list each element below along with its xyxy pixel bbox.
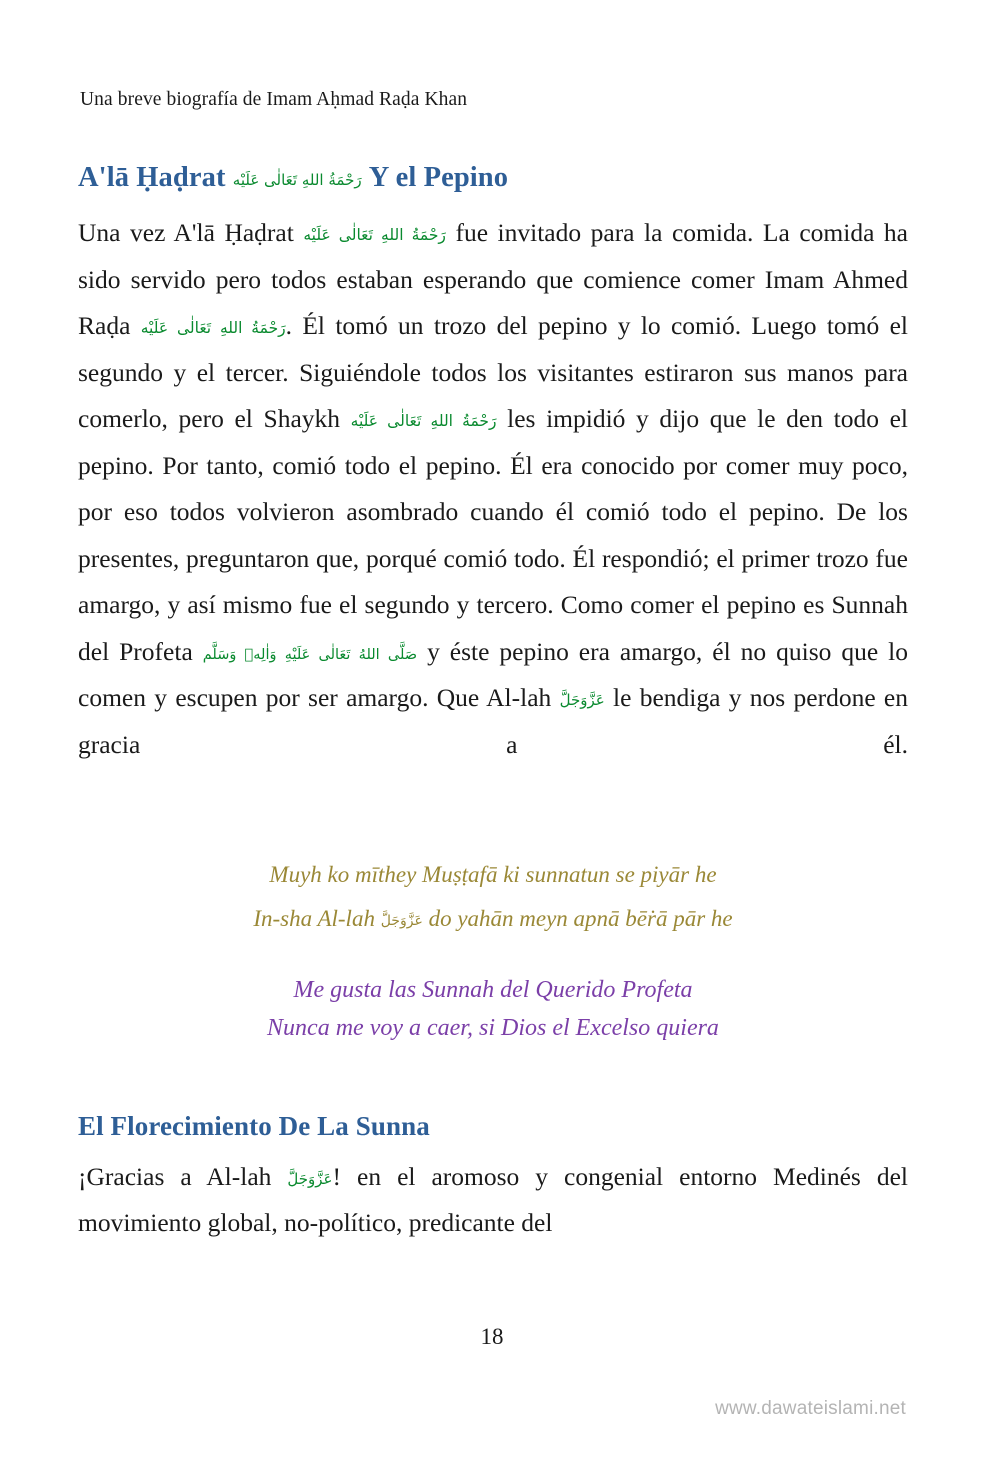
spacer — [78, 941, 908, 971]
paragraph-text-5: y éste pepino era amargo, él no quiso que lo comen y escupen por ser amargo. Que Al-lah — [78, 636, 908, 713]
paragraph-text-3: . Él tomó un trozo del pepino y lo comió. Luego tomó el segundo y el tercer. Siguiéndole todos los visitantes estiraron sus manos para comerlo, pero el Shaykh — [78, 311, 908, 434]
page-content — [78, 160, 908, 1247]
section-heading-florecimiento: El Florecimiento De La Sunna — [78, 1110, 430, 1141]
couplet-translation-line-2: Nunca me voy a caer, si Dios el Excelso quiera — [267, 1014, 719, 1041]
spacer — [78, 1047, 908, 1109]
honorific-azzawajall-icon: عَزَّوَجَلَّ — [380, 912, 423, 929]
spacer — [78, 815, 908, 853]
running-header: Una breve biografía de Imam Aḥmad Raḍa Khan — [80, 89, 468, 110]
honorific-rahmatullah-icon: رَحْمَةُ اللهِ تَعَالٰی عَلَيْه — [232, 171, 362, 189]
couplet-transliteration — [78, 853, 908, 941]
paragraph2-text-2: ! en el aromoso y congenial entorno Medinés del movimiento global, no-político, predicante del — [78, 1161, 908, 1238]
body-paragraph-florecimiento — [78, 1154, 908, 1247]
honorific-rahmatullah-icon: رَحْمَةُ اللهِ تَعَالٰی عَلَيْه — [303, 226, 446, 245]
honorific-sallallahu-icon: صَلَّى اللهُ تَعَالٰى عَلَيْهِ وَاٰلِهٖ وَسَلَّم — [202, 646, 418, 663]
honorific-azzawajall-icon: عَزَّوَجَلَّ — [287, 1169, 333, 1188]
couplet-transliteration-line-2 — [78, 897, 908, 941]
heading-text-after: Y el Pepino — [361, 162, 509, 193]
paragraph-text-1: Una vez A'lā Ḥaḍrat — [78, 218, 304, 248]
heading-text-before: A'lā Ḥaḍrat — [78, 162, 233, 193]
body-paragraph-pepino — [78, 210, 908, 815]
paragraph-text-6: le bendiga y nos perdone en gracia a él. — [78, 683, 909, 759]
site-watermark: www.dawateislami.net — [715, 1398, 906, 1419]
paragraph-text-2: fue invitado para la comida. La comida ha sido servido pero todos estaban esperando que comience comer Imam Ahmed Raḍa — [78, 218, 908, 341]
couplet-line2-before: In-sha Al-lah — [253, 905, 381, 931]
honorific-azzawajall-icon: عَزَّوَجَلَّ — [559, 691, 605, 710]
couplet-transliteration-line-1: Muyh ko mīthey Muṣṭafā ki sunnatun se piyār he — [269, 861, 717, 887]
page-number: 18 — [480, 1324, 504, 1349]
paragraph-text-4: les impidió y dijo que le den todo el pepino. Por tanto, comió todo el pepino. Él era conocido por comer muy poco, por eso todos volvieron asombrado cuando él comió todo el pepino. De los presentes, preguntaron que, porqué comió todo. Él respondió; el primer trozo fue amargo, y así mismo fue el segundo y tercero. Como comer el pepino es Sunnah del Profeta — [78, 404, 908, 666]
section-heading-pepino — [78, 160, 908, 196]
honorific-rahmatullah-icon: رَحْمَةُ اللهِ تَعَالٰی عَلَيْه — [350, 412, 497, 431]
couplet-translation-line-1: Me gusta las Sunnah del Querido Profeta — [293, 976, 693, 1003]
couplet-line2-after: do yahān meyn apnā bēṙā pār he — [422, 905, 733, 931]
paragraph2-text-1: ¡Gracias a Al-lah — [78, 1161, 288, 1191]
honorific-rahmatullah-icon: رَحْمَةُ اللهِ تَعَالٰی عَلَيْه — [140, 319, 286, 338]
couplet-translation — [78, 971, 908, 1047]
